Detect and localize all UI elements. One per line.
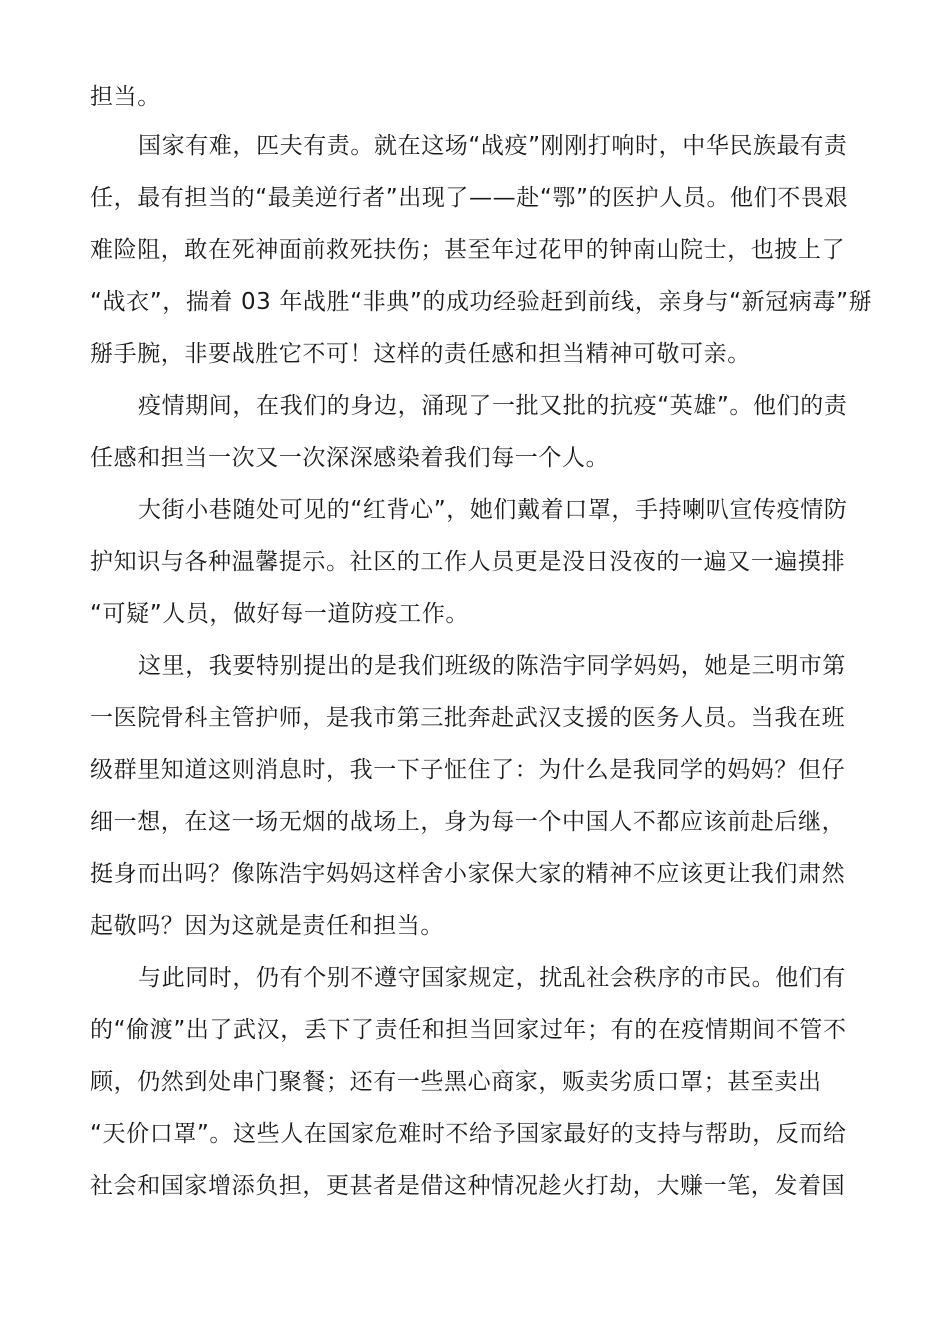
text-line: 细一想，在这一场无烟的战场上，身为每一个中国人不都应该前赴后继，	[90, 809, 846, 835]
text-line: 一医院骨科主管护师，是我市第三批奔赴武汉支援的医务人员。当我在班	[90, 705, 846, 731]
text-line: 社会和国家增添负担，更甚者是借这种情况趁火打劫，大赚一笔，发着国	[90, 1173, 846, 1199]
paragraph-first-line: 这里，我要特别提出的是我们班级的陈浩宇同学妈妈，她是三明市第	[138, 653, 846, 679]
paragraph-first-line: 国家有难，匹夫有责。就在这场“战疫”刚刚打响时，中华民族最有责	[138, 133, 848, 159]
text-line: 掰手腕，非要战胜它不可！这样的责任感和担当精神可敬可亲。	[90, 341, 751, 367]
text-line: 起敬吗？因为这就是责任和担当。	[90, 913, 444, 939]
text-line: 护知识与各种温馨提示。社区的工作人员更是没日没夜的一遍又一遍摸排	[90, 549, 846, 575]
text-line: 任，最有担当的“最美逆行者”出现了——赴“鄂”的医护人员。他们不畏艰	[90, 185, 849, 211]
paragraph-first-line: 与此同时，仍有个别不遵守国家规定，扰乱社会秩序的市民。他们有	[138, 965, 846, 991]
text-line: “战衣”，揣着 03 年战胜“非典”的成功经验赶到前线，亲身与“新冠病毒”掰	[90, 289, 873, 315]
paragraph-first-line: 疫情期间，在我们的身边，涌现了一批又批的抗疫“英雄”。他们的责	[138, 393, 848, 419]
text-line: 挺身而出吗？像陈浩宇妈妈这样舍小家保大家的精神不应该更让我们肃然	[90, 861, 846, 887]
text-line: 级群里知道这则消息时，我一下子怔住了：为什么是我同学的妈妈？但仔	[90, 757, 846, 783]
text-line: 的“偷渡”出了武汉，丢下了责任和担当回家过年；有的在疫情期间不管不	[90, 1017, 847, 1043]
text-line: 顾，仍然到处串门聚餐；还有一些黑心商家，贩卖劣质口罩；甚至卖出	[90, 1069, 822, 1095]
text-line: 难险阻，敢在死神面前救死扶伤；甚至年过花甲的钟南山院士，也披上了	[90, 237, 846, 263]
text-line: “天价口罩”。这些人在国家危难时不给予国家最好的支持与帮助，反而给	[90, 1121, 847, 1147]
text-line: 担当。	[90, 84, 161, 110]
text-line: 任感和担当一次又一次深深感染着我们每一个人。	[90, 445, 610, 471]
paragraph-first-line: 大街小巷随处可见的“红背心”，她们戴着口罩，手持喇叭宣传疫情防	[138, 497, 848, 523]
text-line: “可疑”人员，做好每一道防疫工作。	[90, 601, 470, 627]
